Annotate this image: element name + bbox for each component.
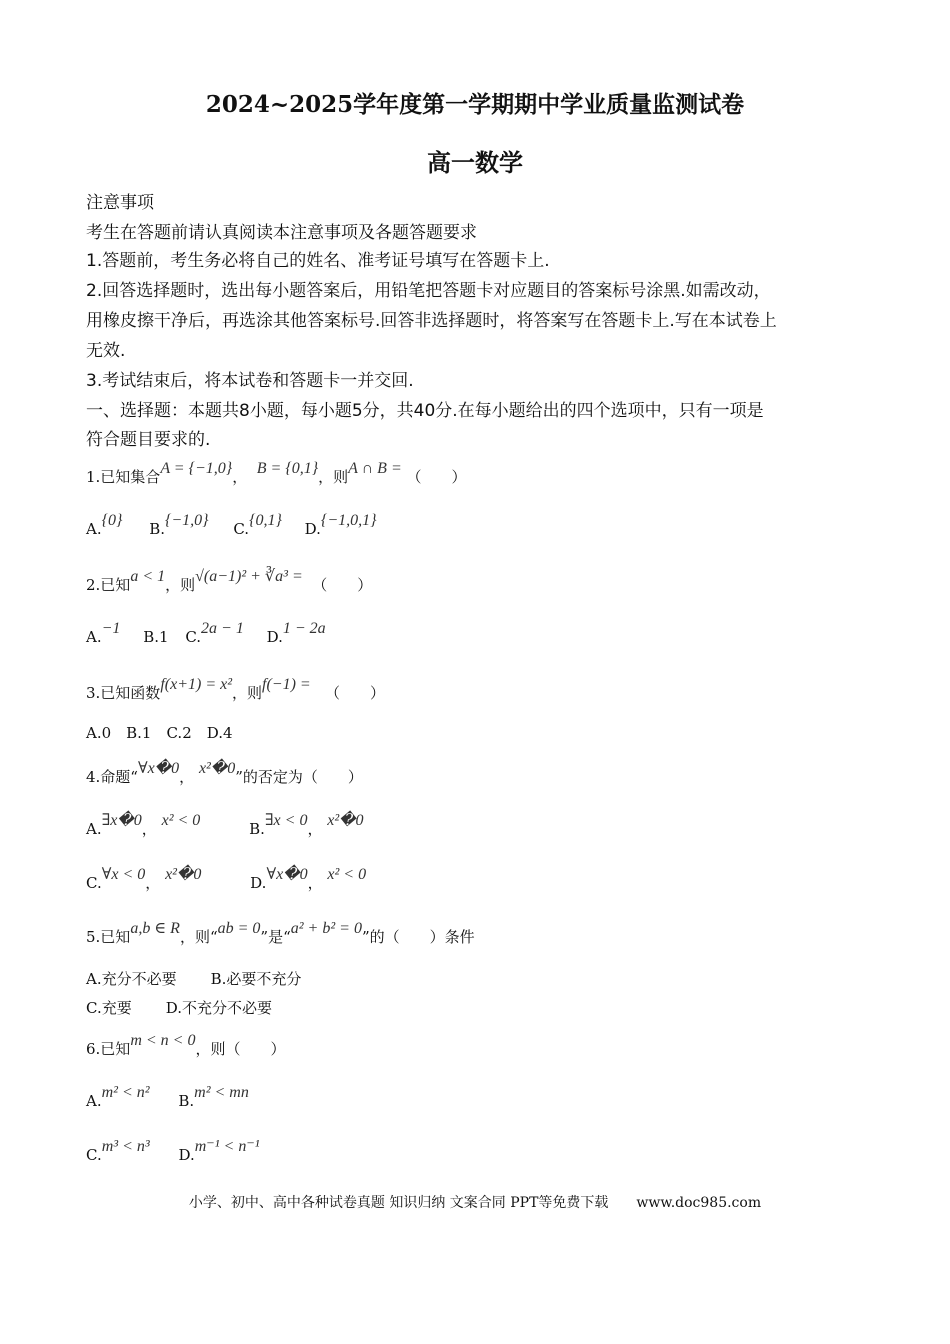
question-5: [86, 920, 475, 947]
question-2-math-expression: √(a−1)² + ∛a³ =: [195, 568, 303, 585]
notice-item-2-line-1: 2.回答选择题时，选出每小题答案后，用铅笔把答题卡对应题目的答案标号涂黑.如需改动，: [86, 281, 771, 301]
question-2-paren: （ ）: [312, 576, 373, 594]
q4-option-a-comma: ，: [141, 820, 157, 838]
section-1-header-line-2: 符合题目要求的.: [86, 430, 211, 450]
q2-option-a-label: A.: [86, 628, 102, 646]
q4-option-b-quantifier: ∃x < 0: [264, 812, 308, 829]
q1-option-a-label: A.: [86, 520, 102, 538]
question-5-math-condition-1: ab = 0: [217, 920, 261, 937]
question-5-options-row-1: [86, 968, 301, 989]
question-4: [86, 760, 363, 787]
q6-option-c-label: C.: [86, 1146, 102, 1164]
notice-heading: 注意事项: [86, 193, 154, 213]
notice-item-2-line-2: 用橡皮擦干净后，再选涂其他答案标号.回答非选择题时，将答案写在答题卡上.写在本试卷上: [86, 311, 777, 331]
q6-option-d: m⁻¹ < n⁻¹: [194, 1138, 260, 1155]
question-6: [86, 1032, 286, 1059]
question-5-text-2: ”是“: [260, 928, 291, 946]
q1-option-b-label: B.: [149, 520, 165, 538]
question-4-math-predicate: x²�0: [198, 760, 236, 777]
q4-option-c-label: C.: [86, 874, 102, 892]
question-1: [86, 460, 467, 487]
q6-option-a: m² < n²: [101, 1084, 150, 1101]
question-6-math-condition: m < n < 0: [130, 1032, 196, 1049]
q4-option-b-comma: ，: [307, 820, 323, 838]
question-2-options: [86, 620, 326, 647]
question-5-options-row-2: [86, 997, 272, 1018]
q6-option-b: m² < mn: [194, 1084, 249, 1101]
question-6-options-row-1: [86, 1084, 249, 1111]
q5-option-b: B.必要不充分: [210, 970, 302, 988]
q4-option-d-label: D.: [250, 874, 267, 892]
question-4-option-row-2: [86, 866, 367, 893]
q1-option-b: {−1,0}: [164, 512, 209, 529]
question-1-math-set-a: A = {−1,0}: [160, 460, 233, 477]
question-1-options: [86, 512, 377, 539]
q5-option-a: A.充分不必要: [86, 970, 177, 988]
q4-option-b-label: B.: [249, 820, 265, 838]
question-6-stem: 6.已知: [86, 1040, 131, 1058]
q4-option-a-predicate: x² < 0: [161, 812, 201, 829]
q1-option-d-label: D.: [304, 520, 321, 538]
q4-option-c-comma: ，: [145, 874, 161, 892]
q2-option-a: −1: [101, 620, 121, 637]
notice-item-3: 3.考试结束后，将本试卷和答题卡一并交回.: [86, 371, 414, 391]
q2-option-d-label: D.: [266, 628, 283, 646]
question-5-math-condition-2: a² + b² = 0: [290, 920, 362, 937]
q6-option-a-label: A.: [86, 1092, 102, 1110]
q4-option-d-quantifier: ∀x�0: [266, 866, 308, 883]
notice-item-1: 1.答题前，考生务必将自己的姓名、准考证号填写在答题卡上.: [86, 251, 550, 271]
q6-option-b-label: B.: [178, 1092, 195, 1110]
q2-option-c: 2a − 1: [201, 620, 244, 637]
question-6-options-row-2: [86, 1138, 260, 1165]
q2-option-b: B.1: [143, 628, 169, 646]
question-2-math-condition: a < 1: [130, 568, 166, 585]
question-5-math-domain: a,b ∈ R: [130, 920, 180, 937]
page-footer: 小学、初中、高中各种试卷真题 知识归纳 文案合同 PPT等免费下载 www.doc985.com: [188, 1195, 762, 1211]
question-2-tail: ，则: [165, 576, 196, 594]
question-3-paren: （ ）: [325, 684, 386, 702]
question-3: [86, 676, 386, 703]
q4-option-c-predicate: x²�0: [165, 866, 202, 883]
question-3-tail: ，则: [232, 684, 263, 702]
q4-option-a-quantifier: ∃x�0: [101, 812, 142, 829]
q1-option-a: {0}: [101, 512, 123, 529]
notice-intro: 考生在答题前请认真阅读本注意事项及各题答题要求: [86, 223, 477, 243]
question-1-sep: ，: [232, 468, 248, 486]
question-5-text-1: ，则“: [179, 928, 218, 946]
question-3-options: A.0 B.1 C.2 D.4: [86, 724, 233, 742]
question-3-math-value: f(−1) =: [262, 676, 311, 693]
question-6-tail: ，则（ ）: [195, 1040, 286, 1058]
question-3-math-function: f(x+1) = x²: [160, 676, 233, 693]
q6-option-d-label: D.: [178, 1146, 195, 1164]
exam-subtitle: 高一数学: [427, 148, 523, 177]
question-4-tail: ”的否定为（ ）: [235, 768, 363, 786]
notice-item-2-line-3: 无效.: [86, 341, 126, 361]
q5-option-c: C.充要: [86, 999, 132, 1017]
q2-option-d: 1 − 2a: [282, 620, 326, 637]
q1-option-c: {0,1}: [249, 512, 282, 529]
question-4-stem: 4.命题“: [86, 768, 138, 786]
q6-option-c: m³ < n³: [101, 1138, 150, 1155]
question-2: [86, 568, 373, 595]
question-1-math-set-b: B = {0,1}: [256, 460, 319, 477]
question-3-stem: 3.已知函数: [86, 684, 161, 702]
q1-option-d: {−1,0,1}: [320, 512, 377, 529]
exam-title: 2024~2025学年度第一学期期中学业质量监测试卷: [205, 91, 745, 118]
q5-option-d: D.不充分不必要: [165, 999, 272, 1017]
question-1-tail: ，则: [318, 468, 349, 486]
q1-option-c-label: C.: [233, 520, 250, 538]
q2-option-c-label: C.: [185, 628, 202, 646]
question-4-math-quantifier: ∀x�0: [137, 760, 180, 777]
question-4-option-row-1: [86, 812, 364, 839]
question-5-text-3: ”的（ ）条件: [361, 928, 475, 946]
q4-option-a-label: A.: [86, 820, 102, 838]
question-1-math-intersection: A ∩ B =: [348, 460, 402, 477]
q4-option-d-comma: ，: [307, 874, 323, 892]
question-2-stem: 2.已知: [86, 576, 131, 594]
section-1-header-line-1: 一、选择题：本题共8小题，每小题5分，共40分.在每小题给出的四个选项中，只有一项是: [86, 401, 764, 421]
q4-option-b-predicate: x²�0: [327, 812, 364, 829]
q4-option-d-predicate: x² < 0: [327, 866, 367, 883]
q4-option-c-quantifier: ∀x < 0: [101, 866, 146, 883]
question-1-paren: （ ）: [406, 468, 467, 486]
question-5-stem: 5.已知: [86, 928, 131, 946]
question-1-stem: 1.已知集合: [86, 468, 161, 486]
question-4-sep: ，: [179, 768, 195, 786]
